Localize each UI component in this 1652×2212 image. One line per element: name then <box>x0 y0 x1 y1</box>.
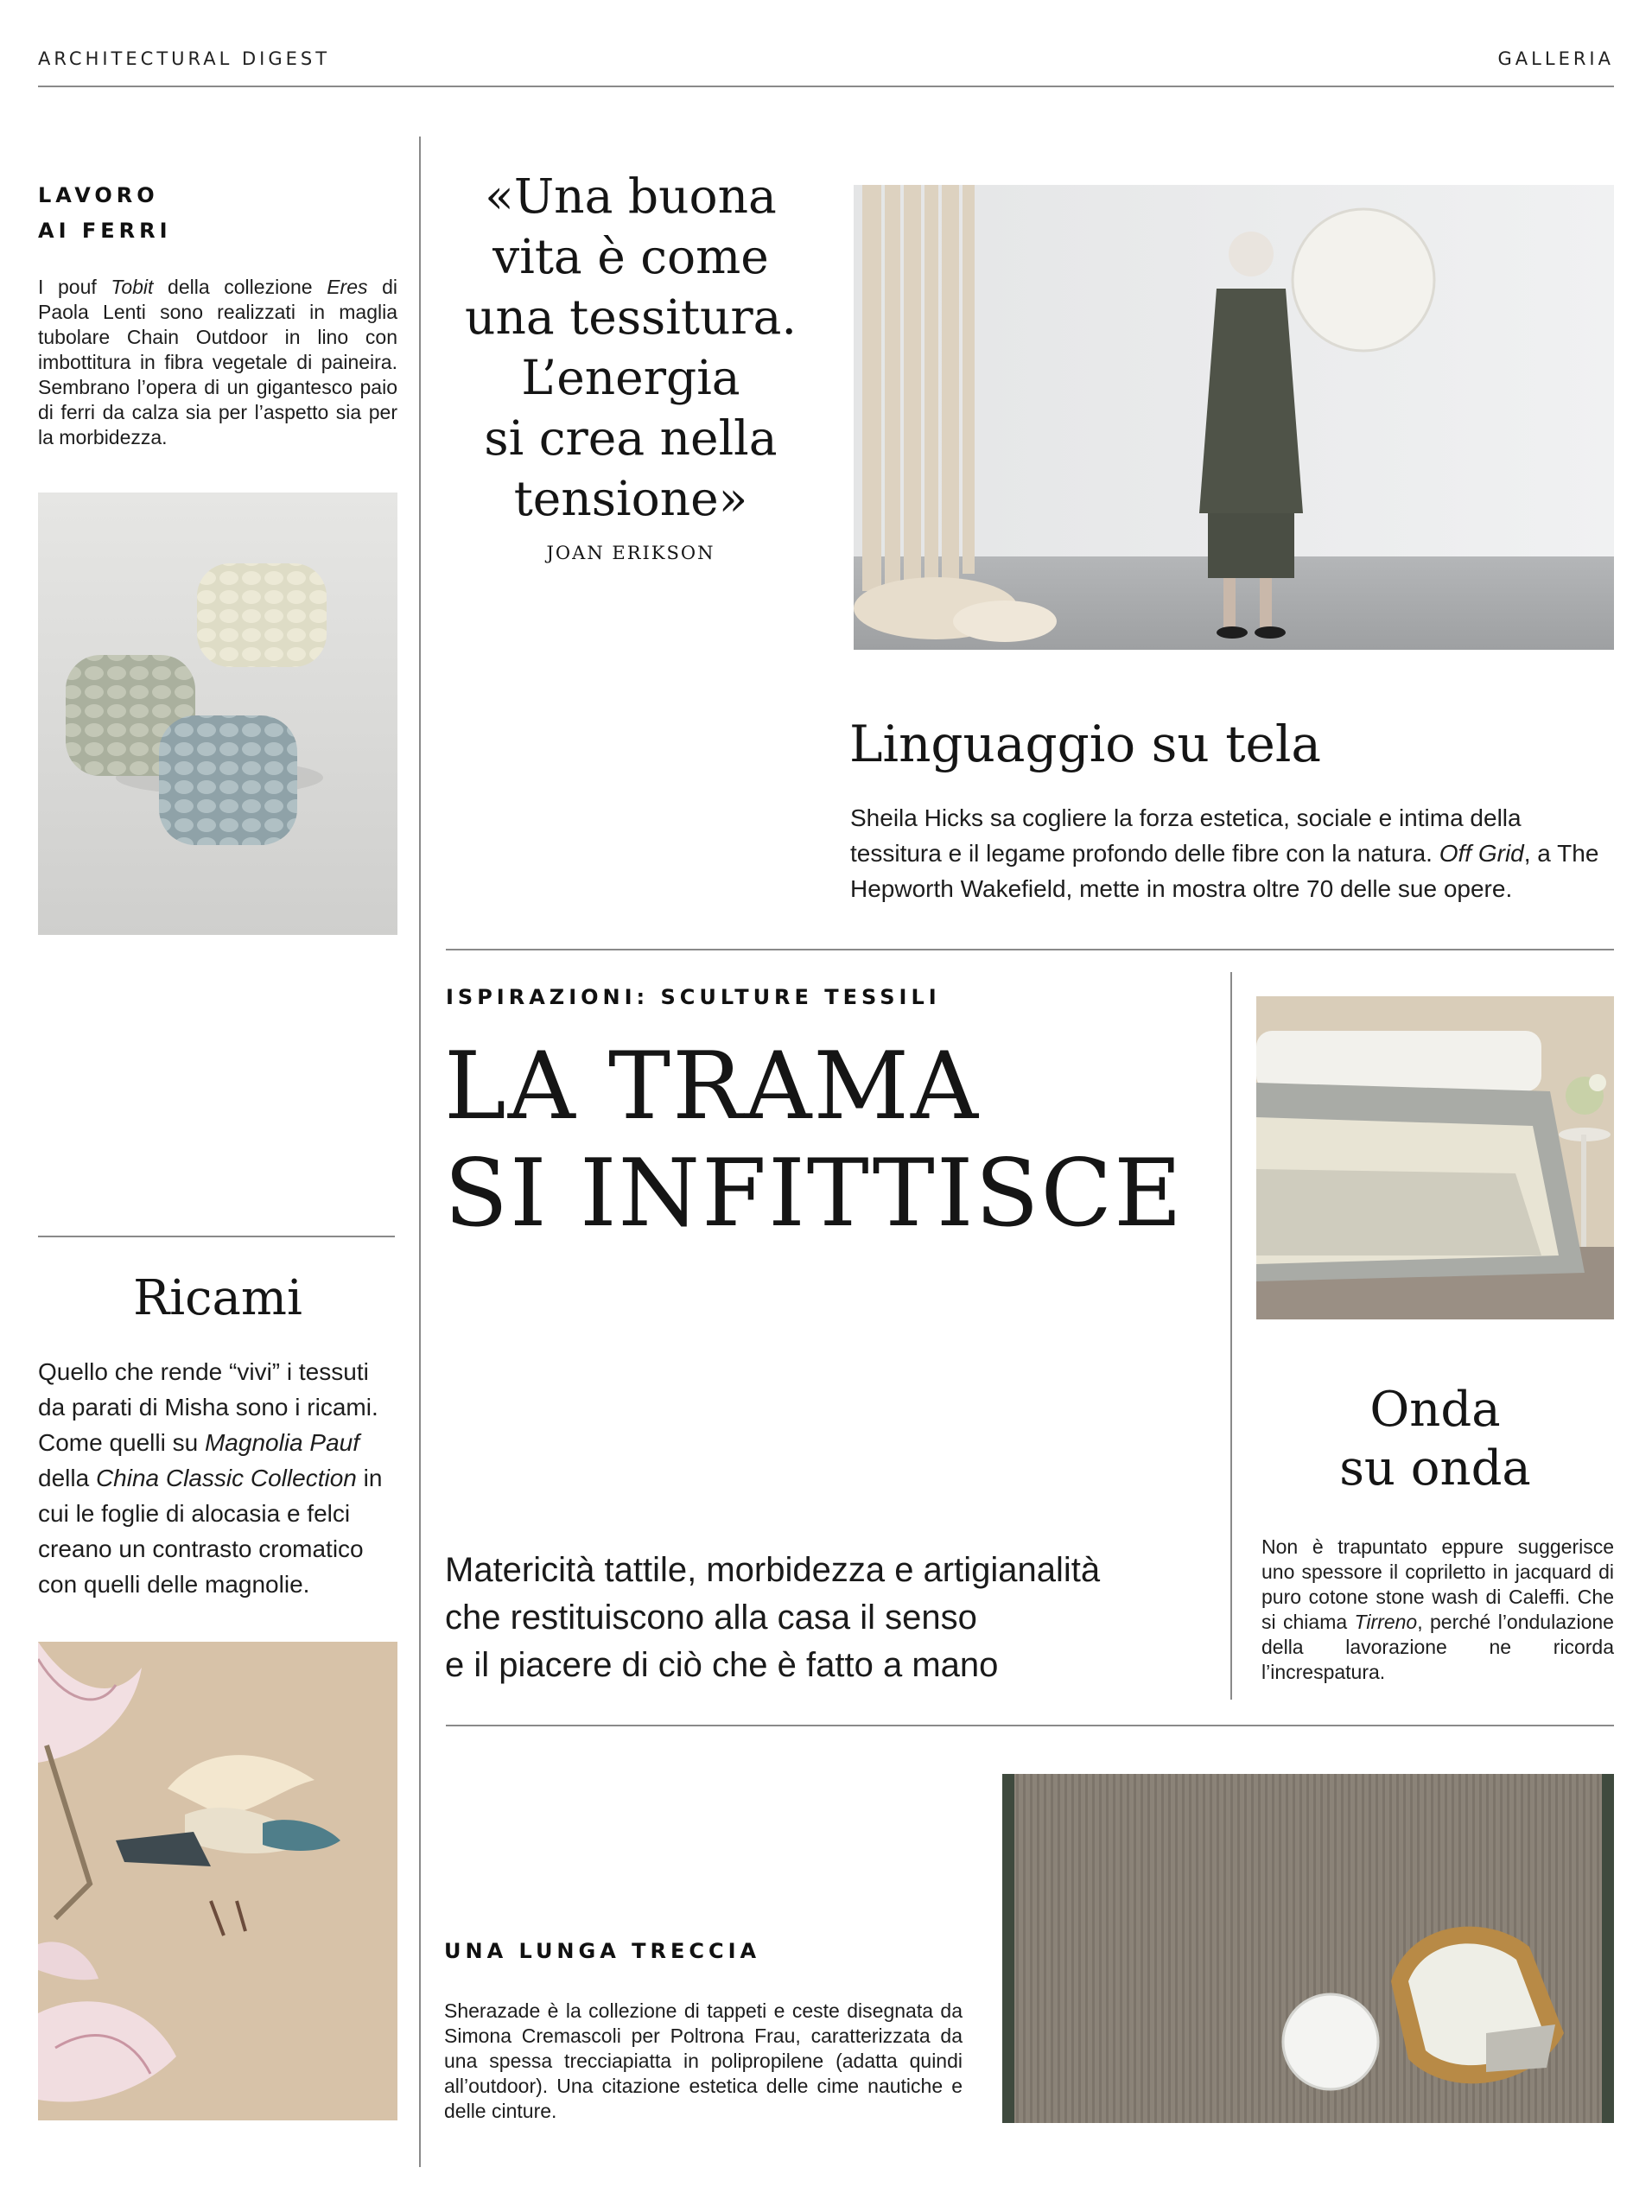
lower-section-rule <box>446 1725 1614 1726</box>
lavoro-text-run: I pouf <box>38 276 111 298</box>
lavoro-text <box>38 275 397 450</box>
header-rule <box>38 86 1614 87</box>
quote-line: vita è come <box>492 229 769 284</box>
knitted-poufs-photo <box>38 493 397 935</box>
onda-text-run: Non è trapuntato eppure suggerisce uno spessore il copriletto in jacquard di puro cotone stone wash di Caleffi. Che si chiama <box>1261 1535 1614 1633</box>
lavoro-kicker-line: AI FERRI <box>38 219 172 243</box>
ricami-text-run: Magnolia Pauf <box>204 1429 359 1456</box>
ricami-text-run: in cui le foglie di alocasia e felci creano un contrasto cromatico con quelli delle magnolie. <box>38 1465 383 1598</box>
ricami-text <box>38 1354 401 1602</box>
feature-deck-line: e il piacere di ciò che è fatto a mano <box>445 1646 999 1684</box>
left-column-rule <box>419 137 421 2167</box>
lavoro-text-run: della collezione <box>153 276 327 298</box>
onda-title-line: Onda <box>1369 1382 1501 1438</box>
lavoro-text-run: Eres <box>327 276 368 298</box>
ricami-text-run: della <box>38 1465 96 1491</box>
feature-deck <box>445 1547 1100 1689</box>
pull-quote <box>441 166 821 529</box>
quote-line: L’energia <box>521 350 740 405</box>
quote-line: una tessitura. <box>465 289 797 345</box>
quote-author: JOAN ERIKSON <box>546 543 715 563</box>
embroidered-wallpaper-photo <box>38 1642 397 2120</box>
quote-line: tensione» <box>513 471 748 526</box>
quote-line: «Una buona <box>485 168 777 224</box>
linguaggio-text-run: Sheila Hicks sa cogliere la forza estetica, sociale e intima della tessitura e il legame profondo delle fibre con la natura. <box>850 804 1522 867</box>
feature-deck-line: Matericità tattile, morbidezza e artigianalità <box>445 1551 1101 1589</box>
ricami-text-run: Quello che rende “vivi” i tessuti da parati di Misha sono i ricami. Come quelli su <box>38 1358 378 1456</box>
lavoro-kicker-line: LAVORO <box>38 183 159 207</box>
right-column-rule <box>1230 972 1232 1700</box>
feature-title-line: LA TRAMA <box>444 1033 980 1141</box>
onda-text-run: Tirreno <box>1354 1611 1418 1633</box>
ricami-text-run: China Classic Collection <box>95 1465 357 1491</box>
linguaggio-title: Linguaggio su tela <box>849 715 1321 773</box>
sheila-hicks-photo <box>854 185 1614 650</box>
quote-line: si crea nella <box>484 410 778 466</box>
linguaggio-text <box>850 800 1611 906</box>
magazine-name: ARCHITECTURAL DIGEST <box>38 48 331 69</box>
section-name: GALLERIA <box>1497 48 1614 69</box>
linguaggio-text-run: Off Grid <box>1439 840 1524 867</box>
onda-title <box>1256 1381 1614 1498</box>
lavoro-text-run: di Paola Lenti sono realizzati in maglia tubolare Chain Outdoor in lino con imbottitura in fibra vegetale di paineira. Sembrano l’opera di un gigantesco paio di ferri da calza sia per l’aspetto sia per la morbidezza. <box>38 276 398 448</box>
upper-section-rule <box>446 949 1614 950</box>
rug-and-basket-photo <box>1002 1774 1614 2123</box>
feature-title <box>444 1033 1184 1248</box>
lavoro-kicker <box>38 178 172 249</box>
treccia-kicker: UNA LUNGA TRECCIA <box>444 1939 761 1963</box>
feature-title-line: SI INFITTISCE <box>444 1140 1184 1248</box>
ricami-rule <box>38 1236 395 1237</box>
feature-deck-line: che restituiscono alla casa il senso <box>445 1599 977 1637</box>
onda-title-line: su onda <box>1339 1440 1531 1497</box>
onda-text-run: , perché l’ondulazione della lavorazione ne ricorda l’increspatura. <box>1261 1611 1614 1683</box>
ricami-title: Ricami <box>133 1270 302 1326</box>
onda-text <box>1261 1535 1614 1685</box>
lavoro-text-run: Tobit <box>111 276 154 298</box>
treccia-text: Sherazade è la collezione di tappeti e ceste disegnata da Simona Cremascoli per Poltrona Frau, caratterizzata da una spessa trecciapiatta in polipropilene (adatta quindi all’outdoor). Una citazione estetica delle cime nautiche e delle cinture. <box>444 1999 963 2122</box>
linguaggio-text-run: , a The Hepworth Wakefield, mette in mostra oltre 70 delle sue opere. <box>850 840 1599 902</box>
bedspread-photo <box>1256 996 1614 1319</box>
feature-kicker: ISPIRAZIONI: SCULTURE TESSILI <box>446 985 941 1009</box>
